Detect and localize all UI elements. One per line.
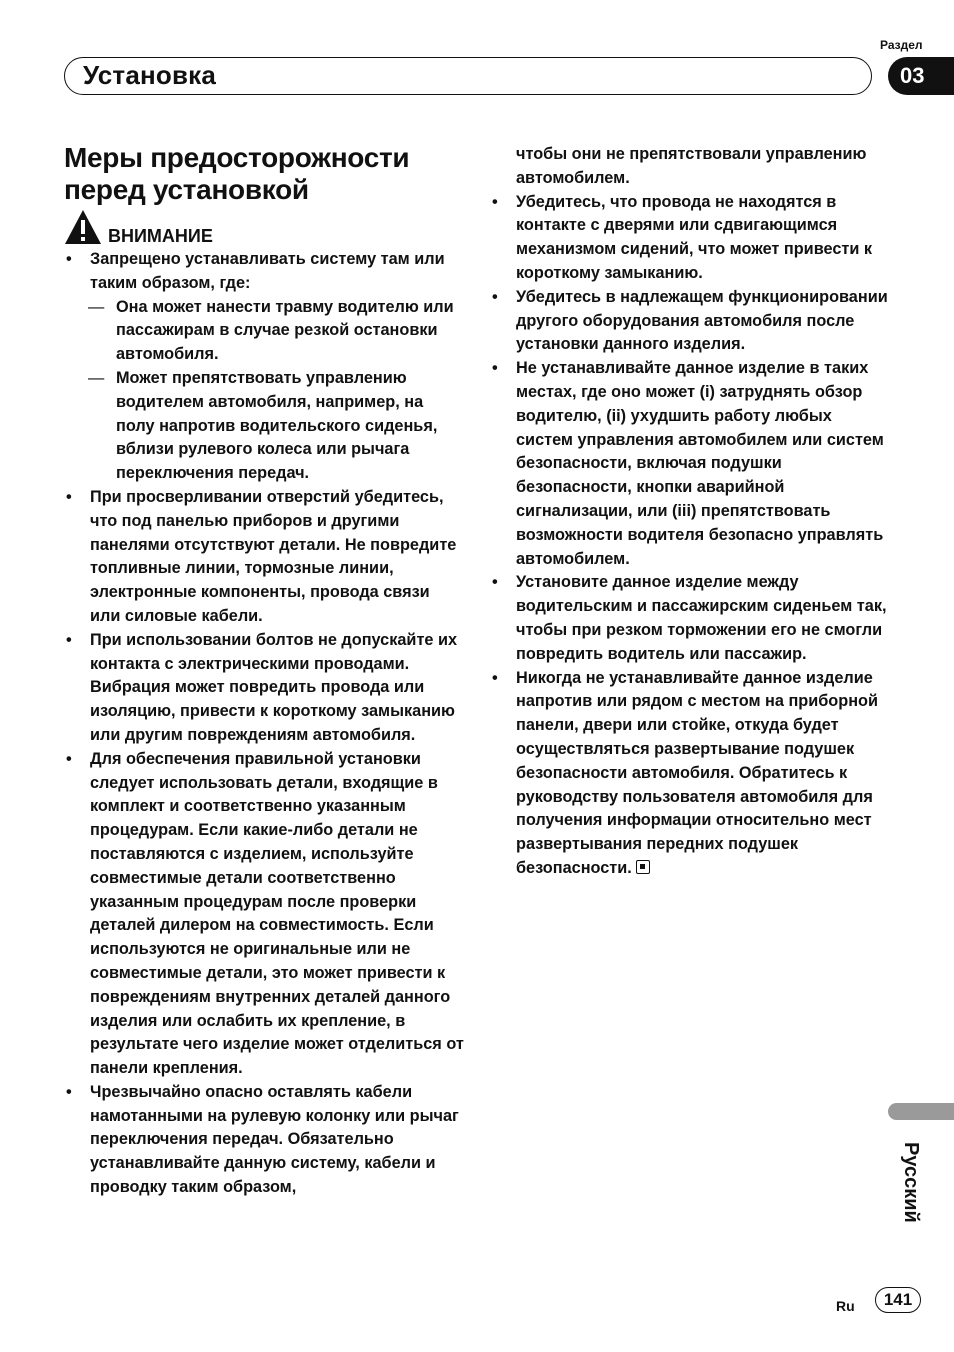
page-title: Меры предосторожности перед установкой (64, 142, 410, 205)
section-number-badge: 03 (888, 57, 954, 95)
language-tab (888, 1103, 954, 1120)
page-header-title: Установка (83, 60, 217, 90)
list-item-text: Никогда не устанавливайте данное изделие напротив или рядом с местом на приборной панели, двери или стойке, откуда будет осуществляться развертывание подушек безопасности автомобиля. Обратитесь к руководству пользователя автомобиля для получения информации относительно мест развертывания передних подушек безопасности. (516, 668, 878, 877)
list-item-last (490, 667, 890, 881)
list-item: • Запрещено устанавливать систему там или таким образом, где: (64, 248, 464, 296)
page-number: 141 (875, 1287, 921, 1313)
list-item: • Убедитесь, что провода не находятся в контакте с дверями или сдвигающимся механизмом сидений, что может привести к короткому замыканию. (490, 191, 890, 286)
list-item: • При просверливании отверстий убедитесь, что под панелью приборов и другими панелями отсутствуют детали. Не повредите топливные линии, тормозные линии, электронные компоненты, провода связи или силовые кабели. (64, 486, 464, 629)
list-item: • Для обеспечения правильной установки следует использовать детали, входящие в комплект и соответственно указанным процедурам. Если какие-либо детали не поставляются с изделием, используйте совместимые детали соответственно указанным процедурам после проверки деталей дилером на совместимость. Если используются не оригинальные или не совместимые детали, это может привести к повреждениям внутренних деталей данного изделия или ослабить их крепление, в результате чего изделие может отделиться от панели крепления. (64, 748, 464, 1081)
left-column (64, 248, 464, 1200)
language-label: Русский (900, 1142, 922, 1223)
list-item: • При использовании болтов не допускайте их контакта с электрическими проводами. Вибрация может повредить провода или изоляцию, привести к короткому замыканию или другим повреждениям автомобиля. (64, 629, 464, 748)
list-item: • Чрезвычайно опасно оставлять кабели намотанными на рулевую колонку или рычаг переключения передач. Обязательно устанавливайте данную систему, кабели и проводку таким образом, (64, 1081, 464, 1200)
list-item: • Не устанавливайте данное изделие в таких местах, где оно может (i) затруднять обзор водителю, (ii) ухудшить работу любых систем управления автомобилем или систем безопасности, включая подушки безопасности, кнопки аварийной сигнализации, или (iii) препятствовать возможности водителя безопасно управлять автомобилем. (490, 357, 890, 571)
section-label: Раздел (880, 38, 923, 52)
continuation-text: чтобы они не препятствовали управлению автомобилем. (516, 145, 867, 187)
list-item: • Убедитесь в надлежащем функционировании другого оборудования автомобиля после установки данного изделия. (490, 286, 890, 357)
right-column (490, 143, 890, 881)
end-of-section-icon (636, 860, 650, 874)
footer-language-code: Ru (836, 1298, 855, 1314)
warning-label: ВНИМАНИЕ (108, 226, 213, 246)
header-bar (64, 57, 872, 95)
sub-list-item: — Может препятствовать управлению водителем автомобиля, например, на полу напротив водительского сиденья, вблизи рулевого колеса или рычага переключения передач. (64, 367, 464, 486)
warning-triangle-icon (64, 209, 102, 245)
sub-list-item: — Она может нанести травму водителю или пассажирам в случае резкой остановки автомобиля. (64, 296, 464, 367)
list-item: • Установите данное изделие между водительским и пассажирским сиденьем так, чтобы при резком торможении его не смогли повредить водитель или пассажир. (490, 571, 890, 666)
